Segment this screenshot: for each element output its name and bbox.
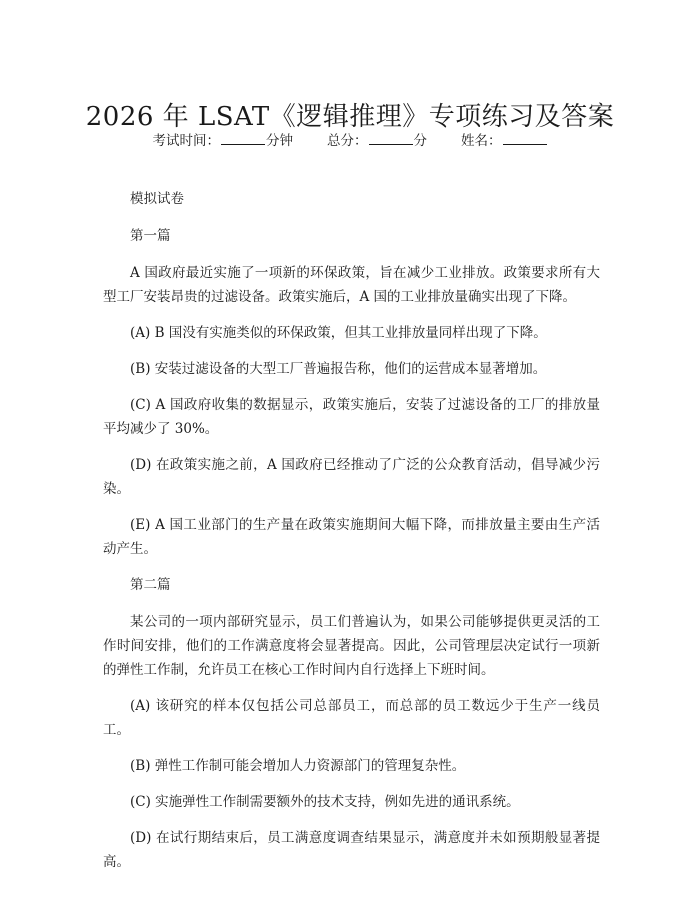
exam-time-field [153,130,294,152]
exam-meta-line [0,130,700,152]
answer-option: (A) B 国没有实施类似的环保政策，但其工业排放量同样出现了下降。 [130,325,547,341]
section-label: 模拟试卷 [130,191,184,207]
answer-option: (C) 实施弹性工作制需要额外的技术支持，例如先进的通讯系统。 [130,794,520,810]
passage-heading: 第一篇 [130,228,171,244]
passage-stem: 某公司的一项内部研究显示，员工们普遍认为，如果公司能够提供更灵活的工作时间安排，他们的工作满意度将会显著提高。因此，公司管理层决定试行一项新的弹性工作制，允许员工在核心工作时间内自行选择上下班时间。 [103,614,600,678]
total-score-label: 总分： [327,133,368,149]
answer-option: (A) 该研究的样本仅包括公司总部员工，而总部的员工数远少于生产一线员工。 [103,698,600,738]
answer-option: (C) A 国政府收集的数据显示，政策实施后，安装了过滤设备的工厂的排放量平均减少了 30%。 [103,397,600,437]
exam-time-unit: 分钟 [266,133,293,149]
total-score-blank [369,130,413,145]
passage-stem: A 国政府最近实施了一项新的环保政策，旨在减少工业排放。政策要求所有大型工厂安装昂贵的过滤设备。政策实施后，A 国的工业排放量确实出现了下降。 [103,265,600,305]
passage-heading: 第二篇 [130,577,171,593]
total-score-unit: 分 [413,133,427,149]
name-field [461,130,548,152]
total-score-field [327,130,427,152]
name-label: 姓名： [461,133,502,149]
answer-option: (B) 安装过滤设备的大型工厂普遍报告称，他们的运营成本显著增加。 [130,361,547,377]
exam-time-blank [221,130,265,145]
answer-option: (D) 在试行期结束后，员工满意度调查结果显示，满意度并未如预期般显著提高。 [103,830,600,870]
answer-option: (B) 弹性工作制可能会增加人力资源部门的管理复杂性。 [130,758,466,774]
exam-time-label: 考试时间： [152,133,220,149]
answer-option: (D) 在政策实施之前，A 国政府已经推动了广泛的公众教育活动，倡导减少污染。 [103,457,600,497]
name-blank [503,130,547,145]
answer-option: (E) A 国工业部门的生产量在政策实施期间大幅下降，而排放量主要由生产活动产生。 [103,517,600,557]
document-body [103,187,600,886]
document-title: 2026 年 LSAT《逻辑推理》专项练习及答案 [85,102,615,133]
